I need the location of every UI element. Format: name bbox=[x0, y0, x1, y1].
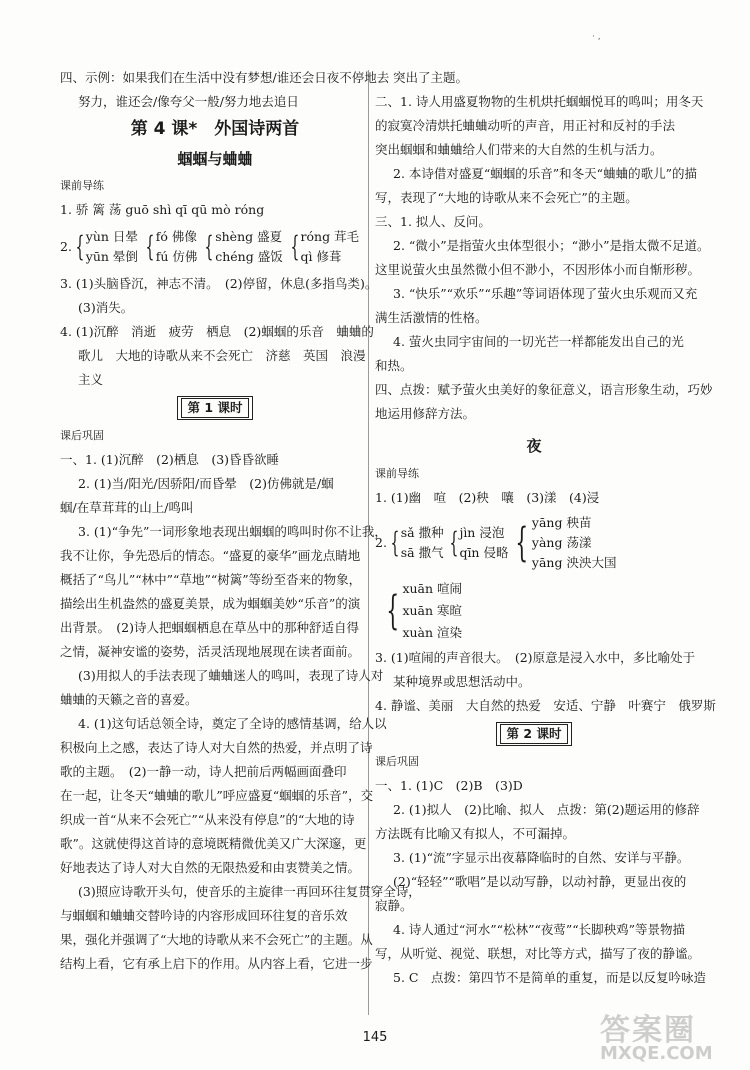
answer-line: 好地表达了诗人对大自然的无限热爱和由衷赞美之情。 bbox=[60, 860, 361, 875]
pinyin-pair: yāng 秧苗 bbox=[531, 515, 592, 530]
answer-line: 歌的主题。 (2)一静一动，诗人把前后两幅画面叠印 bbox=[60, 764, 347, 779]
answer-line: 突出蝈蝈和蛐蛐给人们带来的大自然的生机与活力。 bbox=[375, 142, 663, 157]
answer-line: 果，强化并强调了“大地的诗歌从来不会死亡”的主题。从 bbox=[60, 932, 373, 947]
review-answers-2 bbox=[375, 774, 706, 990]
continued-answers bbox=[375, 66, 713, 426]
pinyin-pair: róng 茸毛 bbox=[300, 229, 360, 244]
pinyin-pair: fó 佛像 bbox=[155, 229, 197, 244]
pinyin-pair: yùn 日晕 bbox=[85, 229, 138, 244]
answer-line: 概括了“鸟儿”“林中”“草地”“树篱”等纷至沓来的物象， bbox=[60, 572, 362, 587]
night-item-3a: 3. (1)喧闹的声音很大。 (2)原意是浸入水中，多比喻处于 bbox=[375, 650, 696, 665]
pinyin-pair: yàng 荡漾 bbox=[531, 535, 592, 550]
answer-line: 地运用修辞方法。 bbox=[375, 406, 476, 421]
answer-line: 结构上看，它有承上启下的作用。从内容上看，它进一步 bbox=[60, 956, 373, 971]
watermark-domain: MXQE.COM bbox=[600, 1043, 713, 1064]
answer-line: 方法既有比喻又有拟人，不可漏掉。 bbox=[375, 826, 576, 841]
lesson-period-box-1 bbox=[60, 392, 370, 424]
brace: { bbox=[386, 588, 400, 634]
pronunciation-group bbox=[203, 227, 282, 267]
pinyin-pair: qì 修葺 bbox=[300, 249, 342, 264]
pinyin-pair: fú 仿佛 bbox=[155, 249, 198, 264]
answer-line: 满生活激情的性格。 bbox=[375, 310, 488, 325]
corner-mark: · , bbox=[592, 32, 601, 42]
pinyin-pair: sǎ 撒种 bbox=[400, 525, 444, 540]
section-heading-review-2: 课后巩固 bbox=[375, 755, 419, 768]
answer-line: (3)用拟人的手法表现了蛐蛐迷人的鸣叫，表现了诗人对 bbox=[78, 668, 384, 683]
answer-line: 2. (1)拟人 (2)比喻、拟人 点拨：第(2)题运用的修辞 bbox=[393, 802, 700, 817]
answer-line: 和热。 bbox=[375, 358, 413, 373]
answer-line: 描绘出生机盎然的盛夏美景，成为蝈蝈美妙“乐音”的演 bbox=[60, 596, 361, 611]
intro-answer bbox=[60, 66, 390, 114]
night-item-4: 4. 静谧、美丽 大自然的热爱 安适、宁静 叶赛宁 俄罗斯 bbox=[375, 698, 716, 713]
answer-line: 3. “快乐”“欢乐”“乐趣”等词语体现了萤火虫乐观而又充 bbox=[393, 286, 698, 301]
night-item-3b: 某种境界或思想活动中。 bbox=[393, 674, 531, 689]
answer-line: 突出了主题。 bbox=[393, 70, 469, 85]
answer-line: 4. 诗人通过“河水”“松林”“夜莺”“长脚秧鸡”等景物描 bbox=[393, 922, 686, 937]
pinyin-pair: xuān 寒暄 bbox=[402, 603, 463, 618]
answer-line: 2. (1)当/阳光/因骄阳/而昏晕 (2)仿佛就是/蝈 bbox=[78, 476, 334, 491]
answer-line: 之情，凝神安谧的姿势，活灵活现地展现在读者面前。 bbox=[60, 644, 361, 659]
answer-line: 蝈/在草茸茸的山上/鸣叫 bbox=[60, 500, 194, 515]
answer-line: 4. 萤火虫同宇宙间的一切光芒一样都能发出自己的光 bbox=[393, 334, 684, 349]
brace: { bbox=[390, 526, 400, 559]
answer-line: 的寂寞冷清烘托蛐蛐动听的声音，用正衬和反衬的手法 bbox=[375, 118, 676, 133]
brace: { bbox=[145, 230, 155, 263]
pinyin-pair: shèng 盛夏 bbox=[215, 229, 283, 244]
item-number: 2. bbox=[375, 535, 387, 550]
section-heading-review: 课后巩固 bbox=[60, 429, 104, 442]
pronunciation-group bbox=[289, 227, 359, 267]
page-number: 145 bbox=[362, 1030, 388, 1045]
poem-title-cricket: 蝈蝈与蛐蛐 bbox=[177, 150, 253, 168]
night-item-1: 1. (1)幽 喧 (2)秧 嚷 (3)漾 (4)浸 bbox=[375, 490, 600, 505]
night-item-2-xuan bbox=[375, 576, 693, 646]
lesson-period-label: 第 1 课时 bbox=[181, 398, 250, 418]
lesson-period-label: 第 2 课时 bbox=[500, 724, 569, 744]
brace: { bbox=[515, 520, 529, 566]
brace: { bbox=[449, 526, 458, 559]
answer-line: 二、1. 诗人用盛夏物物的生机烘托蝈蝈悦耳的鸣叫；用冬天 bbox=[375, 94, 704, 109]
answer-line: 一、1. (1)C (2)B (3)D bbox=[375, 778, 523, 793]
answer-line: 歌”。这就使得这首诗的意境既精微优美又广大深邃，更 bbox=[60, 836, 367, 851]
pinyin-pair: sā 撒气 bbox=[400, 545, 444, 560]
section-heading-preview-2: 课前导练 bbox=[375, 467, 419, 480]
item-number: 2. bbox=[60, 239, 72, 254]
pronunciation-group bbox=[74, 227, 138, 267]
answer-line: 一、1. (1)沉醉 (2)栖息 (3)昏昏欲睡 bbox=[60, 452, 280, 467]
answer-line: 寂静。 bbox=[375, 898, 413, 913]
lesson-title: 第 4 课* 外国诗两首 bbox=[130, 119, 300, 139]
night-item-2 bbox=[375, 510, 693, 576]
pronunciation-groups bbox=[74, 227, 365, 267]
brace: { bbox=[75, 230, 85, 263]
answer-line: (3)照应诗歌开头句，使音乐的主旋律一再回环往复贯穿全诗， bbox=[78, 884, 421, 899]
pinyin-pair: xuān 喧闹 bbox=[402, 581, 463, 596]
preview-item-1: 1. 骄 篱 荡 guō shì qī qū mò róng bbox=[60, 202, 265, 217]
right-column bbox=[375, 66, 716, 990]
watermark-logo bbox=[600, 1005, 740, 1065]
answer-line: 努力，谁还会/像夸父一般/努力地去追日 bbox=[78, 94, 299, 109]
preview-item-4a: 4. (1)沉醉 消逝 疲劳 栖息 (2)蝈蝈的乐音 蛐蛐的 bbox=[60, 324, 374, 339]
answer-line: 四、点拨：赋予萤火虫美好的象征意义，语言形象生动，巧妙 bbox=[375, 382, 713, 397]
brace: { bbox=[290, 230, 300, 263]
answer-line: 写，从听觉、视觉、联想，对比等方式，描写了夜的静谧。 bbox=[375, 946, 701, 961]
answer-line: 织成一首“从来不会死亡”“从来没有停息”的“大地的诗 bbox=[60, 812, 355, 827]
answer-line: 出背景。 (2)诗人把蝈蝈栖息在草丛中的那种舒适自得 bbox=[60, 620, 359, 635]
preview-item-2 bbox=[60, 222, 370, 272]
pinyin-pair: qīn 侵略 bbox=[459, 545, 509, 560]
answer-line: 积极向上之感，表达了诗人对大自然的热爱，并点明了诗 bbox=[60, 740, 373, 755]
preview-item-3b: (3)消失。 bbox=[78, 300, 134, 315]
pinyin-pair: yāng 泱泱大国 bbox=[531, 555, 617, 570]
poem-title-night: 夜 bbox=[526, 437, 542, 455]
answer-line: 四、示例：如果我们在生活中没有梦想/谁还会日夜不停地去 bbox=[60, 70, 390, 85]
preview-item-3a: 3. (1)头脑昏沉，神志不清。 (2)停留，休息(多指鸟类)。 bbox=[60, 276, 378, 291]
preview-item-4b: 歌儿 大地的诗歌从来不会死亡 济慈 英国 浪漫 bbox=[78, 348, 366, 363]
answer-line: (2)“轻轻”“歌唱”是以动写静，以动衬静，更显出夜的 bbox=[393, 874, 687, 889]
pinyin-pair: xuàn 渲染 bbox=[402, 625, 463, 640]
answer-line: 4. (1)这句话总领全诗，奠定了全诗的感情基调，给人以 bbox=[78, 716, 387, 731]
answer-line: 这里说萤火虫虽然微小但不渺小，不因形体小而自惭形秽。 bbox=[375, 262, 701, 277]
answer-line: 写，表现了“大地的诗歌从来不会死亡”的主题。 bbox=[375, 190, 638, 205]
brace: { bbox=[204, 230, 214, 263]
answer-line: 蛐蛐的天籁之音的喜爱。 bbox=[60, 692, 198, 707]
lesson-period-box-2 bbox=[375, 718, 693, 750]
pronunciation-group bbox=[144, 227, 197, 267]
pinyin-pair: yūn 晕倒 bbox=[85, 249, 138, 264]
section-heading-preview: 课前导练 bbox=[60, 179, 104, 192]
answer-line: 2. “微小”是指萤火虫体型很小；“渺小”是指太微不足道。 bbox=[393, 238, 710, 253]
preview-item-4c: 主义 bbox=[78, 372, 104, 387]
answer-line: 5. C 点拨：第四节不是简单的重复，而是以反复吟咏造 bbox=[393, 970, 706, 985]
pinyin-pair: chéng 盛饭 bbox=[215, 249, 283, 264]
answer-line: 在一起，让冬天“蛐蛐的歌儿”呼应盛夏“蝈蝈的乐音”，交 bbox=[60, 788, 374, 803]
answer-line: 2. 本诗借对盛夏“蝈蝈的乐音”和冬天“蛐蛐的歌儿”的描 bbox=[393, 166, 697, 181]
answer-line: 3. (1)“流”字显示出夜幕降临时的自然、安详与平静。 bbox=[393, 850, 690, 865]
answer-line: 我不让你，争先恐后的情态。“盛夏的豪华”画龙点睛地 bbox=[60, 548, 361, 563]
answer-line: 3. (1)“争先”一词形象地表现出蝈蝈的鸣叫时你不让我， bbox=[78, 524, 387, 539]
answer-line: 三、1. 拟人、反问。 bbox=[375, 214, 491, 229]
answer-line: 与蝈蝈和蛐蛐交替吟诗的内容形成回环往复的音乐效 bbox=[60, 908, 348, 923]
pinyin-pair: jìn 浸泡 bbox=[459, 525, 505, 540]
watermark-text: 答案圈 bbox=[600, 1013, 696, 1048]
